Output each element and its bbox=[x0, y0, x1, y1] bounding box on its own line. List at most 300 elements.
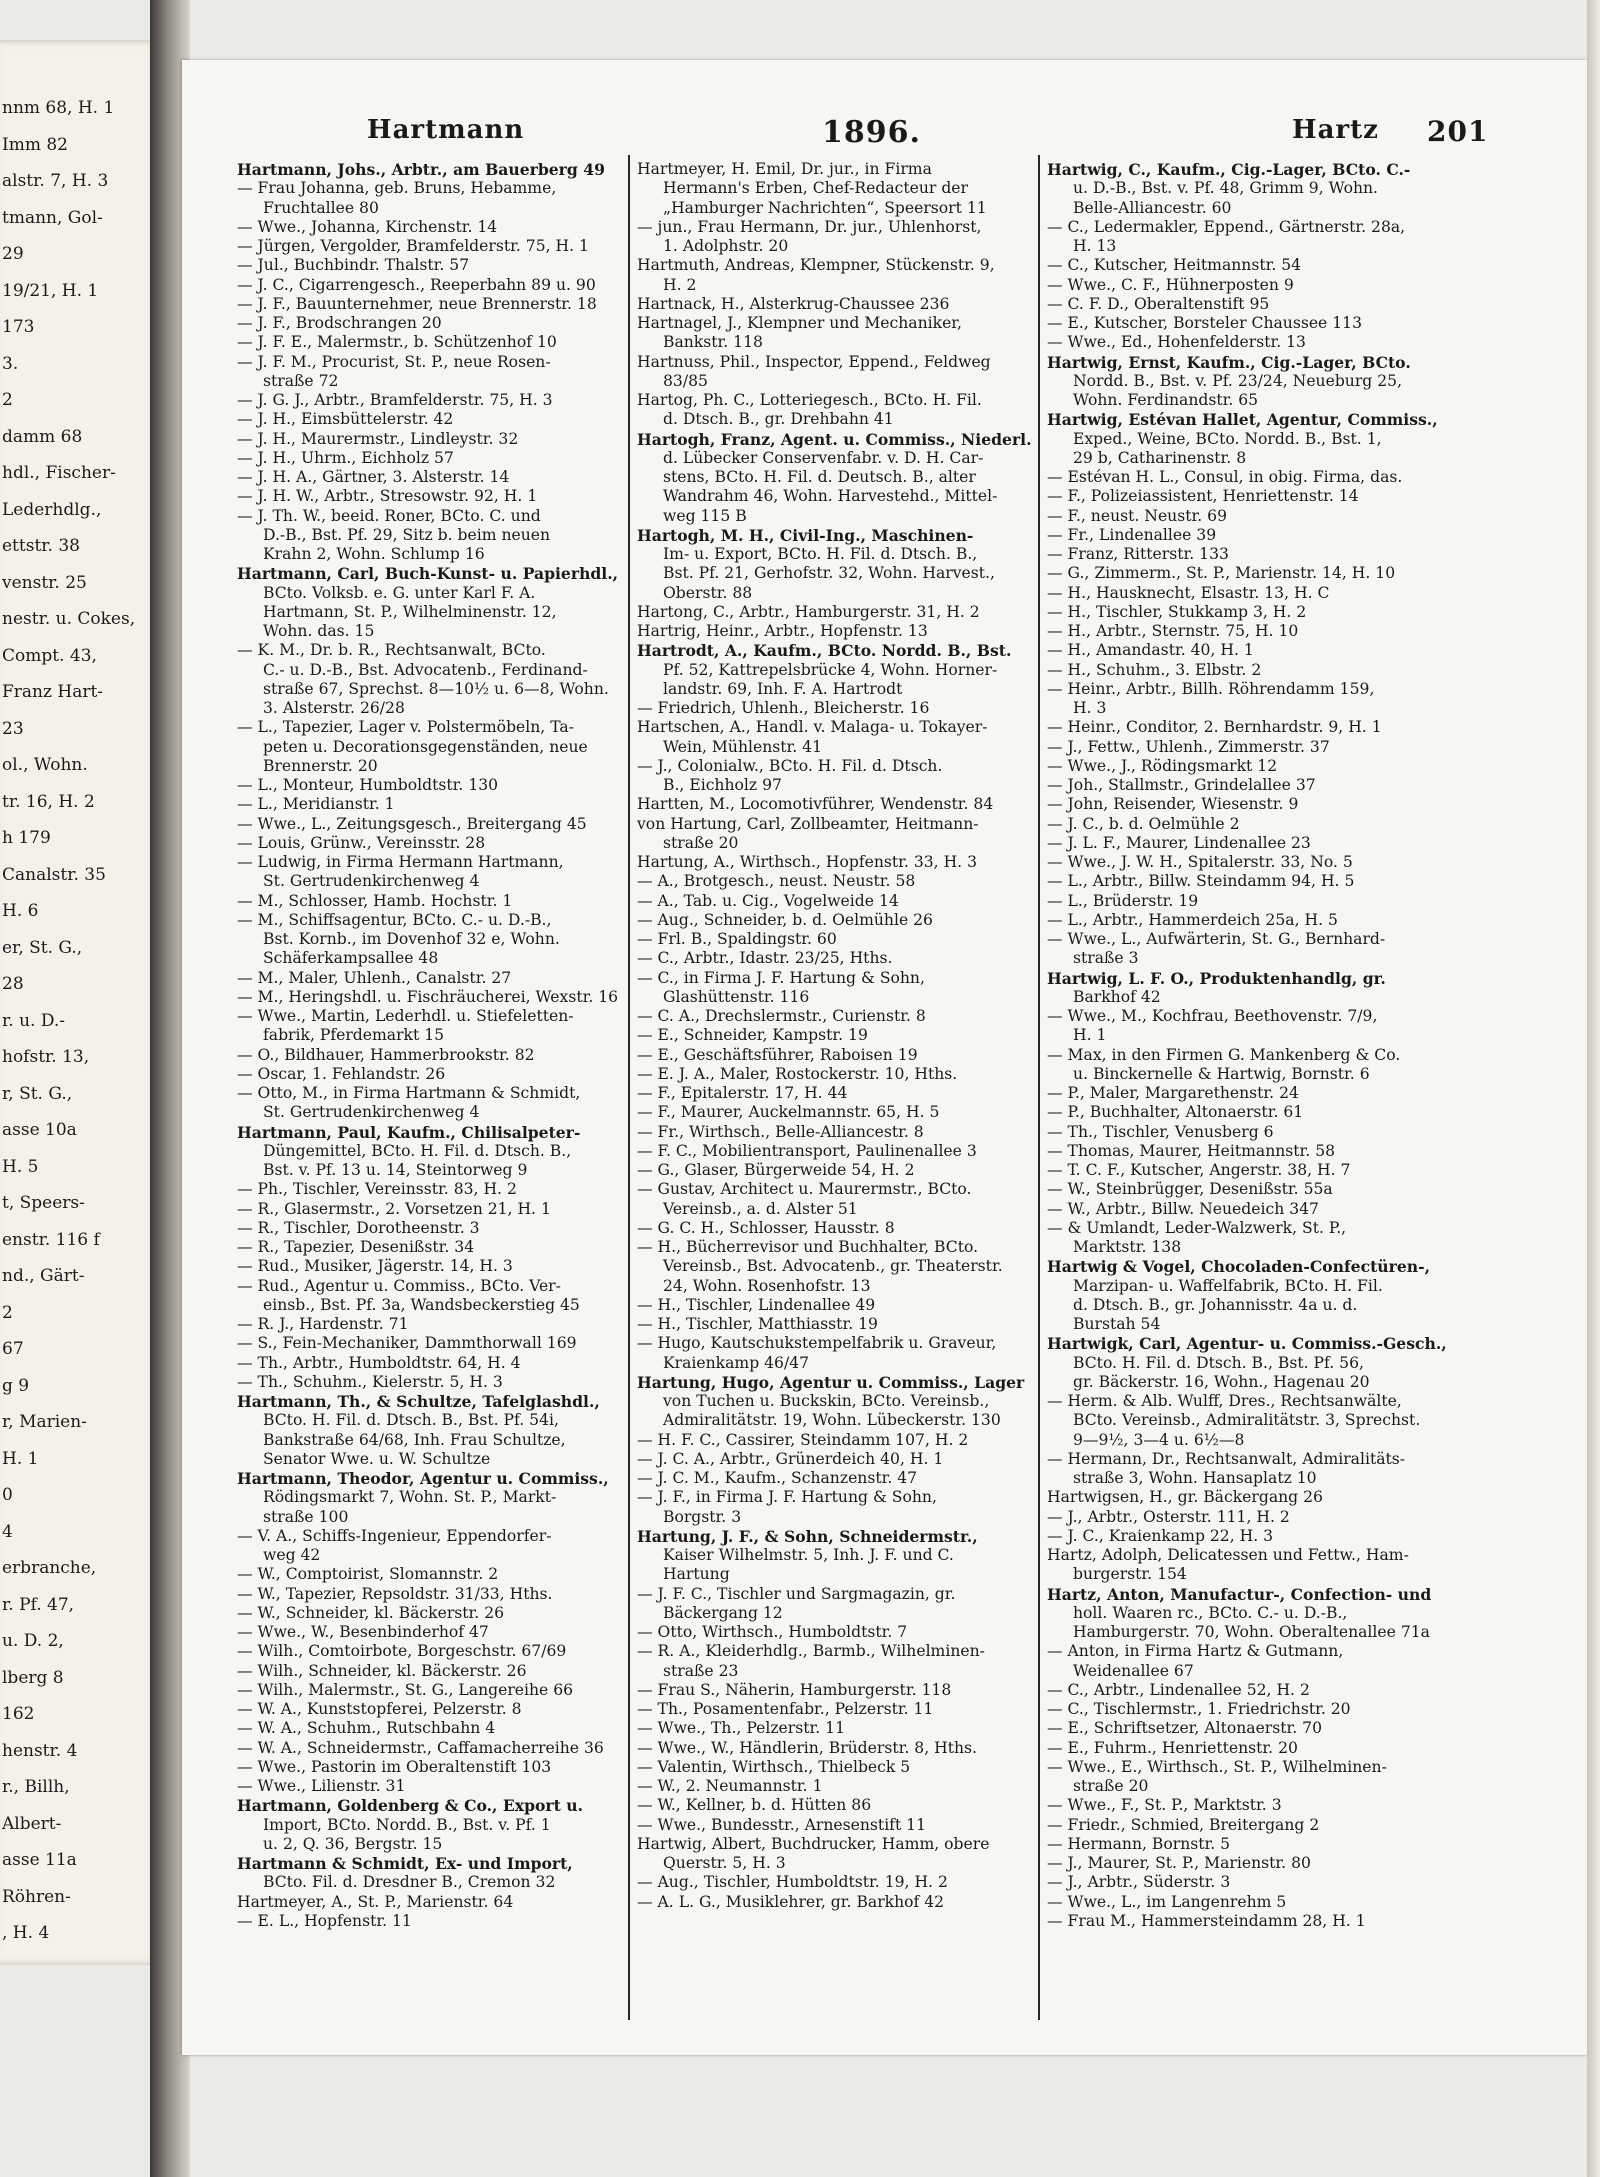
directory-entry-line: — M., Heringshdl. u. Fischräucherei, Wexstr. 16 bbox=[237, 987, 619, 1006]
directory-entry-line: Hartnagel, J., Klempner und Mechaniker, bbox=[637, 314, 962, 332]
directory-entry-line: — G., Zimmerm., St. P., Marienstr. 14, H. 10 bbox=[1047, 564, 1396, 583]
directory-entry-line: — W., Steinbrügger, Desenißstr. 55a bbox=[1047, 1180, 1333, 1199]
directory-entry-line: — Rud., Musiker, Jägerstr. 14, H. 3 bbox=[237, 1257, 513, 1276]
directory-entry-line: straße 23 bbox=[663, 1661, 739, 1680]
left-page-text-fragment: nd., Gärt- bbox=[2, 1266, 85, 1286]
directory-entry-line: Hartmeyer, H. Emil, Dr. jur., in Firma bbox=[637, 160, 932, 178]
directory-entry-line: — H., Bücherrevisor und Buchhalter, BCto. bbox=[637, 1238, 979, 1256]
directory-entry-line: — W. A., Kunststopferei, Pelzerstr. 8 bbox=[237, 1700, 522, 1718]
directory-entry-line: — L., Brüderstr. 19 bbox=[1047, 891, 1199, 910]
directory-entry-line: Exped., Weine, BCto. Nordd. B., Bst. 1, bbox=[1073, 429, 1382, 448]
directory-entry-line: Hartmuth, Andreas, Klempner, Stückenstr. 9, bbox=[637, 256, 995, 275]
directory-entry-line: — Anton, in Firma Hartz & Gutmann, bbox=[1047, 1642, 1344, 1661]
directory-entry-line: — J. C., b. d. Oelmühle 2 bbox=[1047, 814, 1240, 833]
directory-entry-line: BCto. Vereinsb., Admiralitätstr. 3, Sprechst. bbox=[1073, 1411, 1421, 1430]
directory-entry-line: Fruchtallee 80 bbox=[263, 198, 379, 217]
directory-entry-line: — W., 2. Neumannstr. 1 bbox=[637, 1777, 823, 1795]
directory-entry-line: Marzipan- u. Waffelfabrik, BCto. H. Fil. bbox=[1073, 1276, 1383, 1295]
directory-entry-line: — J., Colonialw., BCto. H. Fil. d. Dtsch. bbox=[637, 756, 943, 775]
directory-entry-line: — C., Tischlermstr., 1. Friedrichstr. 20 bbox=[1047, 1700, 1351, 1718]
directory-entry-line: Hartog, Ph. C., Lotteriegesch., BCto. H. Fil. bbox=[637, 391, 982, 409]
directory-entry-line: — W., Comptoirist, Slomannstr. 2 bbox=[237, 1565, 499, 1584]
directory-entry-line: St. Gertrudenkirchenweg 4 bbox=[263, 1103, 480, 1122]
directory-entry-line: D.-B., Bst. Pf. 29, Sitz b. beim neuen bbox=[263, 525, 551, 544]
directory-entry-line: burgerstr. 154 bbox=[1073, 1565, 1187, 1584]
directory-entry-line: — Wilh., Malermstr., St. G., Langereihe 66 bbox=[237, 1680, 574, 1699]
directory-entry-line: straße 100 bbox=[263, 1507, 349, 1526]
directory-entry-line: — R., Glasermstr., 2. Vorsetzen 21, H. 1 bbox=[237, 1199, 551, 1218]
directory-entry-line: — Th., Schuhm., Kielerstr. 5, H. 3 bbox=[237, 1372, 503, 1391]
directory-entry-line: — J. C., Cigarrengesch., Reeperbahn 89 u. 90 bbox=[237, 275, 596, 294]
directory-entry-line: d. Dtsch. B., gr. Johannisstr. 4a u. d. bbox=[1073, 1295, 1358, 1314]
directory-entry-line: Düngemittel, BCto. H. Fil. d. Dtsch. B., bbox=[263, 1141, 572, 1160]
directory-page bbox=[182, 60, 1587, 2055]
directory-entry-line: — J. C., Kraienkamp 22, H. 3 bbox=[1047, 1526, 1274, 1545]
directory-entry-line: — J. H., Maurermstr., Lindleystr. 32 bbox=[237, 429, 519, 448]
directory-entry-line: Vereinsb., Bst. Advocatenb., gr. Theaterstr. bbox=[663, 1257, 1003, 1276]
directory-entry-line: — Th., Tischler, Venusberg 6 bbox=[1047, 1122, 1274, 1141]
directory-entry-line: — W., Arbtr., Billw. Neuedeich 347 bbox=[1047, 1199, 1319, 1218]
directory-entry-line: — E., Geschäftsführer, Raboisen 19 bbox=[637, 1045, 918, 1064]
directory-entry-line: — E., Fuhrm., Henriettenstr. 20 bbox=[1047, 1738, 1298, 1757]
directory-entry-line: Hartmann, Johs., Arbtr., am Bauerberg 49 bbox=[237, 160, 605, 179]
directory-entry-line: — W., Schneider, kl. Bäckerstr. 26 bbox=[237, 1603, 505, 1622]
directory-entry-line: 83/85 bbox=[663, 371, 708, 390]
directory-entry-line: — Th., Posamentenfabr., Pelzerstr. 11 bbox=[637, 1700, 934, 1718]
directory-entry-line: Marktstr. 138 bbox=[1073, 1238, 1182, 1256]
directory-entry-line: — Wwe., L., Aufwärterin, St. G., Bernhard- bbox=[1047, 930, 1386, 948]
directory-entry-line: „Hamburger Nachrichten“, Speersort 11 bbox=[663, 198, 987, 217]
directory-entry-line: — J. F., Brodschrangen 20 bbox=[237, 314, 442, 332]
left-page-text-fragment: henstr. 4 bbox=[2, 1740, 78, 1761]
directory-entry-line: straße 67, Sprechst. 8—10½ u. 6—8, Wohn. bbox=[263, 679, 609, 698]
directory-entry-line: — Wwe., E., Wirthsch., St. P., Wilhelminen- bbox=[1047, 1757, 1387, 1776]
directory-entry-line: stens, BCto. H. Fil. d. Deutsch. B., alter bbox=[663, 468, 976, 486]
directory-entry-line: — A. L. G., Musiklehrer, gr. Barkhof 42 bbox=[637, 1892, 945, 1911]
left-page-text-fragment: 0 bbox=[2, 1485, 13, 1505]
left-page-text-fragment: g 9 bbox=[2, 1375, 30, 1396]
directory-entry-line: — W., Tapezier, Repsoldstr. 31/33, Hths. bbox=[237, 1584, 553, 1603]
directory-entry-line: 24, Wohn. Rosenhofstr. 13 bbox=[663, 1276, 871, 1295]
directory-entry-line: — C. F. D., Oberaltenstift 95 bbox=[1047, 294, 1270, 313]
directory-entry-line: Hartwig, Ernst, Kaufm., Cig.-Lager, BCto. bbox=[1047, 352, 1411, 372]
directory-entry-line: weg 42 bbox=[263, 1546, 321, 1564]
directory-entry-line: Pf. 52, Kattrepelsbrücke 4, Wohn. Horner- bbox=[663, 660, 998, 679]
directory-entry-line: Hartong, C., Arbtr., Hamburgerstr. 31, H. 2 bbox=[637, 602, 980, 621]
directory-entry-line: — C., Arbtr., Idastr. 23/25, Hths. bbox=[637, 949, 893, 968]
left-page-text-fragment: nnm 68, H. 1 bbox=[2, 98, 115, 118]
directory-entry-line: Hartwig, Estévan Hallet, Agentur, Commiss., bbox=[1047, 410, 1438, 430]
directory-entry-line: — G., Glaser, Bürgerweide 54, H. 2 bbox=[637, 1161, 915, 1179]
directory-entry-line: — T. C. F., Kutscher, Angerstr. 38, H. 7 bbox=[1047, 1161, 1351, 1179]
directory-entry-line: — A., Tab. u. Cig., Vogelweide 14 bbox=[637, 891, 899, 910]
directory-entry-line: von Tuchen u. Buckskin, BCto. Vereinsb., bbox=[663, 1392, 990, 1410]
directory-entry-line: Hartwig & Vogel, Chocoladen-Confectüren-, bbox=[1047, 1257, 1431, 1277]
directory-entry-line: — J., Arbtr., Süderstr. 3 bbox=[1047, 1873, 1231, 1892]
left-page-text-fragment: Canalstr. 35 bbox=[2, 864, 106, 885]
directory-entry-line: Hartten, M., Locomotivführer, Wendenstr. 84 bbox=[637, 795, 994, 814]
directory-entry-line: — M., Maler, Uhlenh., Canalstr. 27 bbox=[237, 968, 512, 987]
directory-entry-line: — K. M., Dr. b. R., Rechtsanwalt, BCto. bbox=[237, 641, 546, 660]
left-page-text-fragment: r. Pf. 47, bbox=[2, 1594, 75, 1615]
directory-entry-line: — Fr., Wirthsch., Belle-Alliancestr. 8 bbox=[637, 1122, 924, 1141]
directory-entry-line: — J., Arbtr., Osterstr. 111, H. 2 bbox=[1047, 1507, 1290, 1526]
left-page-text-fragment: venstr. 25 bbox=[2, 572, 87, 593]
directory-entry-line: — H., Schuhm., 3. Elbstr. 2 bbox=[1047, 660, 1262, 679]
directory-entry-line: — Max, in den Firmen G. Mankenberg & Co. bbox=[1047, 1045, 1401, 1064]
left-page-text-fragment: 23 bbox=[2, 718, 24, 739]
directory-entry-line: — Jul., Buchbindr. Thalstr. 57 bbox=[237, 256, 470, 275]
left-page-text-fragment: r. u. D.- bbox=[2, 1010, 65, 1031]
column-1 bbox=[237, 160, 662, 2020]
left-page-text-fragment: lberg 8 bbox=[2, 1667, 64, 1688]
directory-entry-line: Hartmann, Paul, Kaufm., Chilisalpeter- bbox=[237, 1122, 581, 1142]
left-page-text-fragment: 28 bbox=[2, 974, 24, 994]
directory-entry-line: — L., Arbtr., Billw. Steindamm 94, H. 5 bbox=[1047, 872, 1355, 891]
directory-entry-line: — Louis, Grünw., Vereinsstr. 28 bbox=[237, 833, 486, 852]
directory-entry-line: — H., Arbtr., Sternstr. 75, H. 10 bbox=[1047, 622, 1299, 640]
directory-entry-line: Bankstraße 64/68, Inh. Frau Schultze, bbox=[263, 1430, 566, 1449]
directory-entry-line: — H., Tischler, Lindenallee 49 bbox=[637, 1295, 876, 1314]
directory-entry-line: — Hugo, Kautschukstempelfabrik u. Graveur, bbox=[637, 1334, 997, 1353]
header-year: 1896. bbox=[822, 115, 921, 150]
left-page-text-fragment: alstr. 7, H. 3 bbox=[2, 171, 109, 191]
directory-entry-line: — L., Tapezier, Lager v. Polstermöbeln, Ta- bbox=[237, 718, 574, 737]
directory-entry-line: — Estévan H. L., Consul, in obig. Firma, das. bbox=[1047, 468, 1403, 486]
directory-entry-line: — L., Meridianstr. 1 bbox=[237, 795, 395, 814]
directory-entry-line: — Herm. & Alb. Wulff, Dres., Rechtsanwälte, bbox=[1047, 1392, 1402, 1410]
directory-entry-line: Schäferkampsallee 48 bbox=[263, 949, 439, 968]
directory-entry-line: — E., Schriftsetzer, Altonaerstr. 70 bbox=[1047, 1719, 1323, 1738]
left-page-text-fragment: tmann, Gol- bbox=[2, 207, 103, 228]
left-page-text-fragment: r., Billh, bbox=[2, 1777, 70, 1797]
directory-entry-line: — Wwe., Pastorin im Oberaltenstift 103 bbox=[237, 1757, 552, 1776]
directory-entry-line: u. D.-B., Bst. v. Pf. 48, Grimm 9, Wohn. bbox=[1073, 179, 1379, 198]
directory-entry-line: — J., Maurer, St. P., Marienstr. 80 bbox=[1047, 1854, 1311, 1872]
directory-entry-line: — G. C. H., Schlosser, Hausstr. 8 bbox=[637, 1218, 895, 1237]
directory-entry-line: — J. L. F., Maurer, Lindenallee 23 bbox=[1047, 833, 1311, 852]
directory-entry-line: — P., Buchhalter, Altonaerstr. 61 bbox=[1047, 1103, 1304, 1122]
directory-entry-line: Wein, Mühlenstr. 41 bbox=[663, 737, 823, 756]
directory-entry-line: — Friedr., Schmied, Breitergang 2 bbox=[1047, 1815, 1320, 1834]
directory-entry-line: — L., Arbtr., Hammerdeich 25a, H. 5 bbox=[1047, 910, 1338, 929]
directory-entry-line: — Heinr., Arbtr., Billh. Röhrendamm 159, bbox=[1047, 679, 1375, 698]
directory-entry-line: — Wwe., M., Kochfrau, Beethovenstr. 7/9, bbox=[1047, 1007, 1378, 1025]
left-page-text-fragment: er, St. G., bbox=[2, 937, 83, 958]
directory-entry-line: — jun., Frau Hermann, Dr. jur., Uhlenhorst, bbox=[637, 217, 982, 236]
header-left-keyword: Hartmann bbox=[367, 115, 525, 145]
directory-entry-line: BCto. Volksb. e. G. unter Karl F. A. bbox=[263, 583, 536, 602]
directory-entry-line: 29 b, Catharinenstr. 8 bbox=[1073, 448, 1247, 467]
directory-entry-line: — Frau S., Näherin, Hamburgerstr. 118 bbox=[637, 1680, 952, 1699]
directory-entry-line: — H., Hausknecht, Elsastr. 13, H. C bbox=[1047, 583, 1330, 602]
directory-entry-line: 9—9½, 3—4 u. 6½—8 bbox=[1073, 1430, 1245, 1449]
directory-entry-line: d. Dtsch. B., gr. Drehbahn 41 bbox=[663, 410, 894, 429]
directory-entry-line: — H. F. C., Cassirer, Steindamm 107, H. 2 bbox=[637, 1430, 969, 1449]
header-right-keyword: Hartz bbox=[1292, 115, 1379, 145]
left-page-text-fragment: r, St. G., bbox=[2, 1083, 73, 1104]
directory-entry-line: Wohn. Ferdinandstr. 65 bbox=[1073, 391, 1259, 409]
directory-entry-line: Krahn 2, Wohn. Schlump 16 bbox=[263, 545, 485, 563]
page-number: 201 bbox=[1427, 115, 1489, 148]
directory-entry-line: Hartschen, A., Handl. v. Malaga- u. Tokayer- bbox=[637, 718, 988, 737]
directory-entry-line: Vereinsb., a. d. Alster 51 bbox=[663, 1199, 858, 1218]
directory-entry-line: Hartung, A., Wirthsch., Hopfenstr. 33, H. 3 bbox=[637, 853, 978, 871]
left-page-text-fragment: 173 bbox=[2, 317, 35, 337]
directory-entry-line: 3. Alsterstr. 26/28 bbox=[263, 699, 405, 717]
directory-entry-line: Import, BCto. Nordd. B., Bst. v. Pf. 1 bbox=[263, 1815, 551, 1834]
directory-entry-line: Hartnack, H., Alsterkrug-Chaussee 236 bbox=[637, 294, 950, 313]
directory-entry-line: — P., Maler, Margarethenstr. 24 bbox=[1047, 1084, 1299, 1102]
directory-entry-line: — Frau Johanna, geb. Bruns, Hebamme, bbox=[237, 179, 557, 198]
directory-entry-line: — Wwe., Bundesstr., Arnesenstift 11 bbox=[637, 1815, 927, 1834]
directory-entry-line: Barkhof 42 bbox=[1073, 987, 1161, 1006]
directory-entry-line: H. 3 bbox=[1073, 699, 1107, 717]
directory-entry-line: Wandrahm 46, Wohn. Harvestehd., Mittel- bbox=[663, 487, 998, 506]
directory-entry-line: — J. F. M., Procurist, St. P., neue Rosen- bbox=[237, 352, 551, 371]
directory-entry-line: — J. H. A., Gärtner, 3. Alsterstr. 14 bbox=[237, 468, 510, 486]
left-page-text-fragment: asse 10a bbox=[2, 1120, 77, 1140]
directory-entry-line: — J. Th. W., beeid. Roner, BCto. C. und bbox=[237, 506, 541, 525]
directory-entry-line: Bäckergang 12 bbox=[663, 1603, 783, 1622]
directory-entry-line: — R. A., Kleiderhdlg., Barmb., Wilhelminen- bbox=[637, 1642, 985, 1661]
directory-entry-line: Hartz, Adolph, Delicatessen und Fettw., Ham- bbox=[1047, 1546, 1409, 1564]
left-page-text-fragment: r, Marien- bbox=[2, 1412, 87, 1432]
directory-entry-line: Hartmann, Theodor, Agentur u. Commiss., bbox=[237, 1469, 609, 1488]
directory-entry-line: — M., Schiffsagentur, BCto. C.- u. D.-B., bbox=[237, 910, 552, 929]
left-page-text-fragment: H. 6 bbox=[2, 901, 39, 921]
directory-entry-line: Hartogh, Franz, Agent. u. Commiss., Niederl. bbox=[637, 429, 1032, 449]
directory-entry-line: — C., Kutscher, Heitmannstr. 54 bbox=[1047, 256, 1302, 275]
directory-entry-line: — J. F., in Firma J. F. Hartung & Sohn, bbox=[637, 1488, 937, 1507]
directory-entry-line: — R., Tapezier, Desenißstr. 34 bbox=[237, 1238, 475, 1256]
directory-entry-line: — Wwe., Ed., Hohenfelderstr. 13 bbox=[1047, 333, 1306, 352]
directory-entry-line: — Wwe., Lilienstr. 31 bbox=[237, 1777, 406, 1795]
directory-entry-line: — Gustav, Architect u. Maurermstr., BCto. bbox=[637, 1180, 972, 1199]
directory-entry-line: — Wwe., Martin, Lederhdl. u. Stiefeletten- bbox=[237, 1007, 574, 1025]
left-page-text-fragment: erbranche, bbox=[2, 1558, 97, 1578]
directory-entry-line: — H., Amandastr. 40, H. 1 bbox=[1047, 641, 1254, 660]
directory-entry-line: Bst. v. Pf. 13 u. 14, Steintorweg 9 bbox=[263, 1161, 528, 1179]
left-page-text-fragment: H. 1 bbox=[2, 1448, 39, 1469]
directory-entry-line: von Hartung, Carl, Zollbeamter, Heitmann- bbox=[637, 814, 979, 833]
directory-entry-line: — R., Tischler, Dorotheenstr. 3 bbox=[237, 1218, 480, 1237]
directory-entry-line: BCto. H. Fil. d. Dtsch. B., Bst. Pf. 54i, bbox=[263, 1411, 559, 1430]
directory-entry-line: Hartung, J. F., & Sohn, Schneidermstr., bbox=[637, 1526, 978, 1546]
left-page-text-fragment: Compt. 43, bbox=[2, 645, 97, 666]
directory-entry-line: — Aug., Tischler, Humboldtstr. 19, H. 2 bbox=[637, 1873, 948, 1892]
directory-entry-line: Oberstr. 88 bbox=[663, 583, 753, 602]
left-page-text-fragment: nestr. u. Cokes, bbox=[2, 609, 136, 629]
directory-entry-line: — Jürgen, Vergolder, Bramfelderstr. 75, H. 1 bbox=[237, 237, 589, 255]
directory-entry-line: — Wwe., Johanna, Kirchenstr. 14 bbox=[237, 217, 498, 236]
directory-entry-line: — Otto, Wirthsch., Humboldtstr. 7 bbox=[637, 1623, 908, 1641]
directory-entry-line: Bst. Pf. 21, Gerhofstr. 32, Wohn. Harvest., bbox=[663, 564, 995, 583]
directory-entry-line: — O., Bildhauer, Hammerbrookstr. 82 bbox=[237, 1045, 535, 1064]
directory-entry-line: — M., Schlosser, Hamb. Hochstr. 1 bbox=[237, 891, 513, 910]
directory-entry-line: — Ludwig, in Firma Hermann Hartmann, bbox=[237, 853, 564, 871]
directory-entry-line: H. 2 bbox=[663, 275, 697, 294]
page-edge bbox=[1587, 0, 1600, 2177]
directory-entry-line: Hartrodt, A., Kaufm., BCto. Nordd. B., Bst. bbox=[637, 641, 1012, 661]
directory-entry-line: — C., Arbtr., Lindenallee 52, H. 2 bbox=[1047, 1680, 1310, 1699]
directory-entry-line: — C., Ledermakler, Eppend., Gärtnerstr. 28a, bbox=[1047, 217, 1406, 236]
directory-entry-line: — E. L., Hopfenstr. 11 bbox=[237, 1911, 412, 1930]
left-page-text-fragment: 29 bbox=[2, 244, 24, 264]
directory-entry-line: Brennerstr. 20 bbox=[263, 756, 378, 775]
directory-entry-line: Rödingsmarkt 7, Wohn. St. P., Markt- bbox=[263, 1488, 557, 1507]
left-page-text-fragment: hdl., Fischer- bbox=[2, 463, 116, 483]
directory-entry-line: — S., Fein-Mechaniker, Dammthorwall 169 bbox=[237, 1334, 577, 1353]
directory-entry-line: — J., Fettw., Uhlenh., Zimmerstr. 37 bbox=[1047, 737, 1330, 756]
left-page-text-fragment: Franz Hart- bbox=[2, 682, 104, 702]
left-page-text-fragment: Albert- bbox=[2, 1813, 62, 1834]
left-page-text-fragment: Röhren- bbox=[2, 1886, 71, 1907]
directory-entry-line: Hartogh, M. H., Civil-Ing., Maschinen- bbox=[637, 525, 974, 545]
directory-entry-line: — & Umlandt, Leder-Walzwerk, St. P., bbox=[1047, 1218, 1347, 1237]
directory-entry-line: — E., Schneider, Kampstr. 19 bbox=[637, 1026, 868, 1045]
directory-entry-line: gr. Bäckerstr. 16, Wohn., Hagenau 20 bbox=[1073, 1372, 1370, 1391]
directory-entry-line: — J. F., Bauunternehmer, neue Brennerstr. 18 bbox=[237, 294, 597, 313]
directory-entry-line: peten u. Decorationsgegenständen, neue bbox=[263, 737, 588, 756]
directory-entry-line: — Rud., Agentur u. Commiss., BCto. Ver- bbox=[237, 1276, 561, 1295]
directory-entry-line: — Frau M., Hammersteindamm 28, H. 1 bbox=[1047, 1911, 1366, 1930]
directory-entry-line: H. 13 bbox=[1073, 237, 1117, 255]
directory-entry-line: 1. Adolphstr. 20 bbox=[663, 237, 789, 255]
directory-entry-line: Hartmann & Schmidt, Ex- und Import, bbox=[237, 1854, 573, 1873]
directory-entry-line: — H., Tischler, Matthiasstr. 19 bbox=[637, 1315, 878, 1333]
directory-entry-line: Kaiser Wilhelmstr. 5, Inh. J. F. und C. bbox=[663, 1546, 954, 1564]
directory-entry-line: holl. Waaren rc., BCto. C.- u. D.-B., bbox=[1073, 1603, 1348, 1622]
directory-entry-line: Hartwig, C., Kaufm., Cig.-Lager, BCto. C.- bbox=[1047, 160, 1411, 179]
directory-entry-line: — Wwe., J., Rödingsmarkt 12 bbox=[1047, 756, 1278, 775]
directory-entry-line: C.- u. D.-B., Bst. Advocatenb., Ferdinand- bbox=[263, 660, 588, 679]
left-page-text-fragment: 162 bbox=[2, 1704, 35, 1724]
directory-entry-line: — E. J. A., Maler, Rostockerstr. 10, Hths. bbox=[637, 1064, 958, 1083]
left-page-text-fragment: Imm 82 bbox=[2, 134, 68, 155]
directory-entry-line: — F., Maurer, Auckelmannstr. 65, H. 5 bbox=[637, 1103, 940, 1122]
directory-entry-line: Glashüttenstr. 116 bbox=[663, 987, 810, 1006]
directory-entry-line: Hartung bbox=[663, 1565, 730, 1584]
directory-entry-line: — Wilh., Schneider, kl. Bäckerstr. 26 bbox=[237, 1661, 527, 1680]
left-page-text-fragment: damm 68 bbox=[2, 426, 83, 447]
directory-entry-line: weg 115 B bbox=[663, 506, 747, 525]
left-page-text-fragment: 67 bbox=[2, 1339, 24, 1359]
directory-entry-line: Hartmann, Carl, Buch-Kunst- u. Papierhdl., bbox=[237, 564, 619, 584]
directory-entry-line: St. Gertrudenkirchenweg 4 bbox=[263, 872, 480, 891]
left-page-text-fragment: ol., Wohn. bbox=[2, 755, 88, 775]
directory-entry-line: — J. H. W., Arbtr., Stresowstr. 92, H. 1 bbox=[237, 487, 538, 506]
directory-entry-line: fabrik, Pferdemarkt 15 bbox=[263, 1026, 445, 1045]
directory-entry-line: — Friedrich, Uhlenh., Bleicherstr. 16 bbox=[637, 699, 930, 717]
directory-entry-line: — J. F. E., Malermstr., b. Schützenhof 10 bbox=[237, 333, 557, 352]
directory-entry-line: — Wwe., Th., Pelzerstr. 11 bbox=[637, 1719, 846, 1738]
directory-entry-line: — W. A., Schneidermstr., Caffamacherreihe 36 bbox=[237, 1738, 604, 1757]
directory-entry-line: BCto. Fil. d. Dresdner B., Cremon 32 bbox=[263, 1873, 556, 1892]
directory-entry-line: — Joh., Stallmstr., Grindelallee 37 bbox=[1047, 776, 1316, 794]
directory-entry-line: Im- u. Export, BCto. H. Fil. d. Dtsch. B., bbox=[663, 545, 978, 563]
directory-entry-line: Hartmann, St. P., Wilhelminenstr. 12, bbox=[263, 602, 557, 621]
directory-entry-line: — Hermann, Bornstr. 5 bbox=[1047, 1834, 1231, 1853]
directory-entry-line: — Th., Arbtr., Humboldtstr. 64, H. 4 bbox=[237, 1353, 521, 1372]
left-page-fragment bbox=[0, 40, 160, 1965]
directory-entry-line: — Thomas, Maurer, Heitmannstr. 58 bbox=[1047, 1141, 1336, 1160]
left-page-text-fragment: enstr. 116 f bbox=[2, 1229, 100, 1250]
directory-entry-line: H. 1 bbox=[1073, 1026, 1107, 1045]
left-page-text-fragment: u. D. 2, bbox=[2, 1631, 64, 1651]
directory-entry-line: — E., Kutscher, Borsteler Chaussee 113 bbox=[1047, 314, 1363, 332]
directory-entry-line: — John, Reisender, Wiesenstr. 9 bbox=[1047, 795, 1299, 814]
directory-entry-line: — A., Brotgesch., neust. Neustr. 58 bbox=[637, 872, 916, 891]
left-page-text-fragment: H. 5 bbox=[2, 1156, 39, 1177]
directory-entry-line: Hartmeyer, A., St. P., Marienstr. 64 bbox=[237, 1892, 514, 1911]
left-page-text-fragment: 4 bbox=[2, 1521, 13, 1542]
directory-entry-line: straße 20 bbox=[1073, 1777, 1149, 1795]
directory-entry-line: Kraienkamp 46/47 bbox=[663, 1353, 810, 1372]
directory-entry-line: Hartnuss, Phil., Inspector, Eppend., Feldweg bbox=[637, 352, 991, 371]
directory-entry-line: — Fr., Lindenallee 39 bbox=[1047, 525, 1217, 544]
page-header bbox=[182, 115, 1587, 155]
left-page-text-fragment: hofstr. 13, bbox=[2, 1047, 90, 1067]
directory-entry-line: Burstah 54 bbox=[1073, 1315, 1161, 1333]
directory-entry-line: Hartwigk, Carl, Agentur- u. Commiss.-Gesch., bbox=[1047, 1334, 1447, 1354]
directory-entry-line: Admiralitätstr. 19, Wohn. Lübeckerstr. 130 bbox=[663, 1411, 1001, 1430]
directory-entry-line: Hartz, Anton, Manufactur-, Confection- und bbox=[1047, 1584, 1432, 1604]
directory-entry-line: BCto. H. Fil. d. Dtsch. B., Bst. Pf. 56, bbox=[1073, 1353, 1364, 1372]
left-page-text-fragment: , H. 4 bbox=[2, 1923, 50, 1943]
directory-entry-line: — Wwe., W., Besenbinderhof 47 bbox=[237, 1623, 489, 1641]
directory-entry-line: Nordd. B., Bst. v. Pf. 23/24, Neueburg 25, bbox=[1073, 371, 1403, 390]
directory-entry-line: Hartmann, Goldenberg & Co., Export u. bbox=[237, 1796, 584, 1816]
directory-entry-line: — Hermann, Dr., Rechtsanwalt, Admiralitäts- bbox=[1047, 1449, 1406, 1468]
left-page-text-fragment: h 179 bbox=[2, 828, 51, 848]
directory-entry-line: — Aug., Schneider, b. d. Oelmühle 26 bbox=[637, 910, 933, 929]
directory-entry-line: — C., in Firma J. F. Hartung & Sohn, bbox=[637, 968, 925, 987]
directory-entry-line: — Wwe., L., Zeitungsgesch., Breitergang 45 bbox=[237, 814, 587, 833]
directory-entry-line: einsb., Bst. Pf. 3a, Wandsbeckerstieg 45 bbox=[263, 1295, 580, 1314]
directory-entry-line: straße 3 bbox=[1073, 949, 1139, 968]
left-page-text-fragment: 19/21, H. 1 bbox=[2, 280, 99, 301]
directory-entry-line: Hartung, Hugo, Agentur u. Commiss., Lager bbox=[637, 1372, 1025, 1392]
directory-entry-line: Hartwig, L. F. O., Produktenhandlg, gr. bbox=[1047, 968, 1386, 988]
directory-entry-line: Belle-Alliancestr. 60 bbox=[1073, 198, 1232, 217]
directory-entry-line: — Heinr., Conditor, 2. Bernhardstr. 9, H. 1 bbox=[1047, 718, 1382, 737]
directory-entry-line: Hartwigsen, H., gr. Bäckergang 26 bbox=[1047, 1488, 1323, 1507]
directory-entry-line: — Wwe., C. F., Hühnerposten 9 bbox=[1047, 275, 1294, 294]
column-2 bbox=[637, 160, 1062, 2020]
directory-entry-line: Querstr. 5, H. 3 bbox=[663, 1854, 786, 1872]
directory-entry-line: d. Lübecker Conservenfabr. v. D. H. Car- bbox=[663, 448, 984, 467]
directory-entry-line: Borgstr. 3 bbox=[663, 1507, 742, 1526]
directory-entry-line: Hamburgerstr. 70, Wohn. Oberaltenallee 71a bbox=[1073, 1623, 1430, 1641]
directory-entry-line: — F., Polizeiassistent, Henriettenstr. 14 bbox=[1047, 487, 1359, 506]
directory-entry-line: B., Eichholz 97 bbox=[663, 776, 782, 794]
left-page-text-fragment: t, Speers- bbox=[2, 1193, 85, 1213]
directory-entry-line: — W. A., Schuhm., Rutschbahn 4 bbox=[237, 1719, 496, 1738]
directory-entry-line: Bankstr. 118 bbox=[663, 333, 763, 352]
directory-entry-line: Bst. Kornb., im Dovenhof 32 e, Wohn. bbox=[263, 930, 560, 948]
directory-entry-line: — Valentin, Wirthsch., Thielbeck 5 bbox=[637, 1757, 911, 1776]
directory-entry-line: Hermann's Erben, Chef-Redacteur der bbox=[663, 179, 968, 198]
directory-entry-line: u. Binckernelle & Hartwig, Bornstr. 6 bbox=[1073, 1064, 1370, 1083]
directory-entry-line: — Wwe., J. W. H., Spitalerstr. 33, No. 5 bbox=[1047, 853, 1353, 871]
left-page-text-fragment: 2 bbox=[2, 390, 13, 410]
directory-entry-line: — J. C. M., Kaufm., Schanzenstr. 47 bbox=[637, 1469, 918, 1487]
directory-entry-line: — Otto, M., in Firma Hartmann & Schmidt, bbox=[237, 1084, 581, 1102]
directory-entry-line: — F., neust. Neustr. 69 bbox=[1047, 506, 1227, 525]
directory-entry-line: Hartwig, Albert, Buchdrucker, Hamm, obere bbox=[637, 1834, 990, 1853]
left-page-text-fragment: tr. 16, H. 2 bbox=[2, 791, 95, 812]
